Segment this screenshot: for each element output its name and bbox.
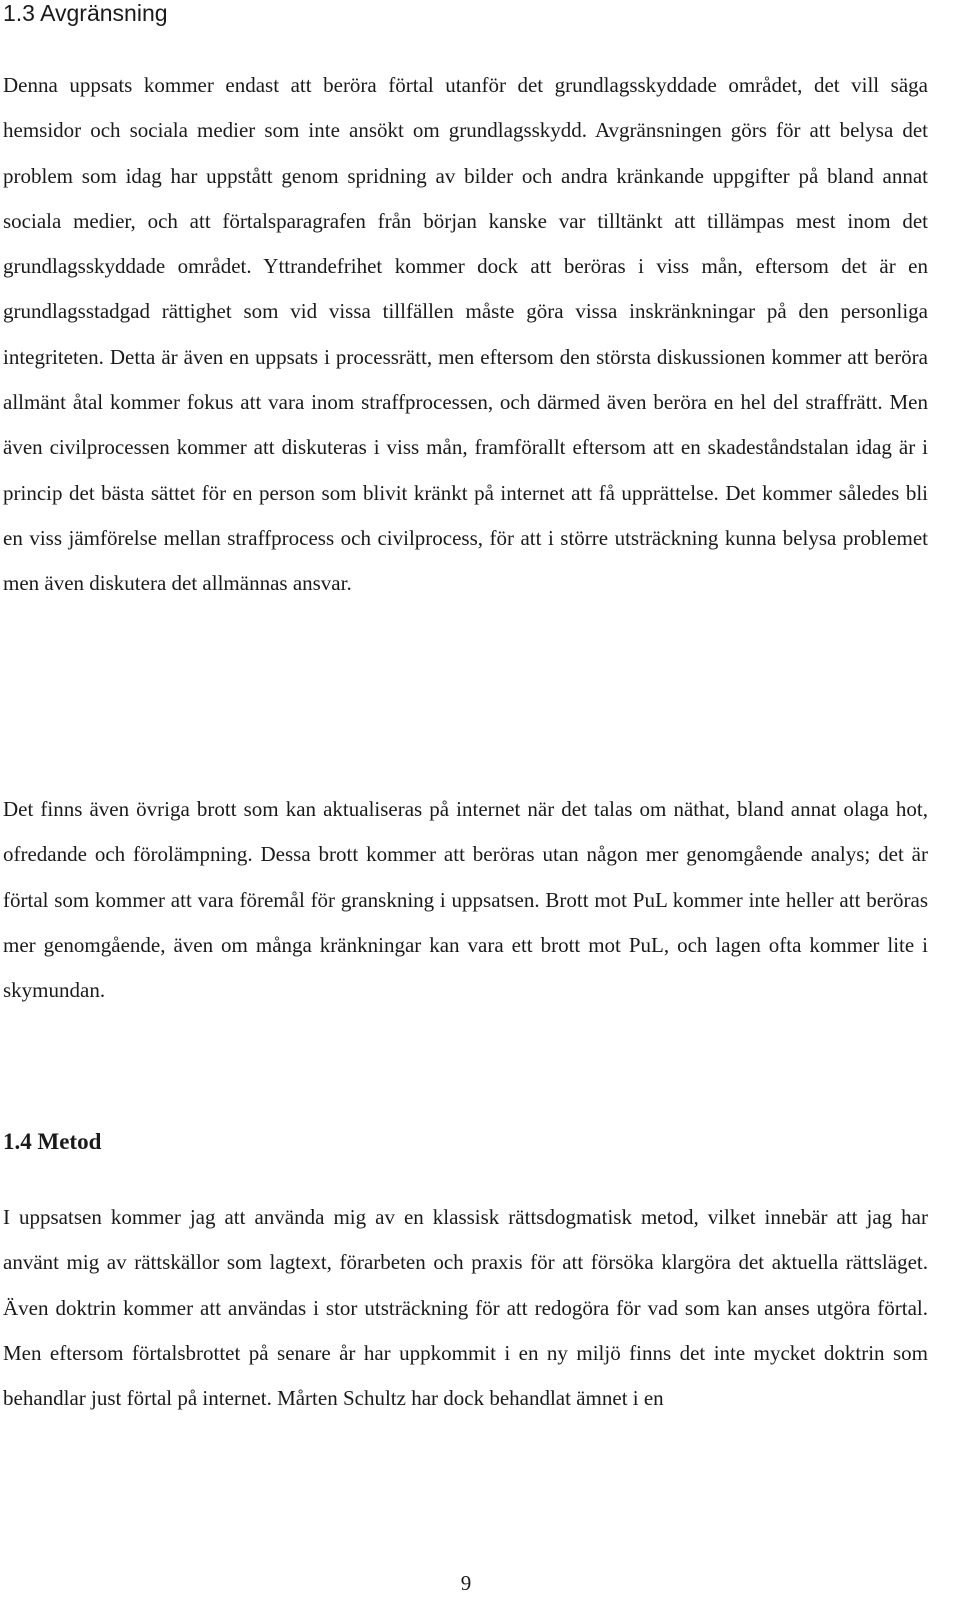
- paragraph-avgransning-2: Det finns även övriga brott som kan aktualiseras på internet när det talas om näthat, bland annat olaga hot, ofredande och förolämpning. Dessa brott kommer att beröras utan någon mer genomgående analys; det är förtal som kommer att vara föremål för granskning i uppsatsen. Brott mot PuL kommer inte heller att beröras mer genomgående, även om många kränkningar kan vara ett brott mot PuL, och lagen ofta kommer lite i skymundan.: [3, 797, 928, 1003]
- paragraph-metod-1: I uppsatsen kommer jag att använda mig av en klassisk rättsdogmatisk metod, vilket innebär att jag har använt mig av rättskällor som lagtext, förarbeten och praxis för att försöka klargöra det aktuella rättsläget. Även doktrin kommer att användas i stor utsträckning för att redogöra för vad som kan anses utgöra förtal. Men eftersom förtalsbrottet på senare år har uppkommit i en ny miljö finns det inte mycket doktrin som behandlar just förtal på internet. Mårten Schultz har dock behandlat ämnet i en: [3, 1205, 928, 1411]
- section-heading-avgransning: 1.3 Avgränsning: [3, 0, 168, 26]
- section-heading-metod: 1.4 Metod: [3, 1129, 102, 1154]
- page-number: 9: [460, 1571, 472, 1595]
- paragraph-avgransning-1: Denna uppsats kommer endast att beröra förtal utanför det grundlagsskyddade området, det vill säga hemsidor och sociala medier som inte ansökt om grundlagsskydd. Avgränsningen görs för att belysa det problem som idag har uppstått genom spridning av bilder och andra kränkande uppgifter på bland annat sociala medier, och att förtalsparagrafen från början kanske var tilltänkt att tillämpas mest inom det grundlagsskyddade området. Yttrandefrihet kommer dock att beröras i viss mån, eftersom det är en grundlagsstadgad rättighet som vid vissa tillfällen måste göra vissa inskränkningar på den personliga integriteten. Detta är även en uppsats i processrätt, men eftersom den största diskussionen kommer att beröra allmänt åtal kommer fokus att vara inom straffprocessen, och därmed även beröra en hel del straffrätt. Men även civilprocessen kommer att diskuteras i viss mån, framförallt eftersom att en skadeståndstalan idag är i princip det bästa sättet för en person som blivit kränkt på internet att få upprättelse. Det kommer således bli en viss jämförelse mellan straffprocess och civilprocess, för att i större utsträckning kunna belysa problemet men även diskutera det allmännas ansvar.: [3, 73, 928, 596]
